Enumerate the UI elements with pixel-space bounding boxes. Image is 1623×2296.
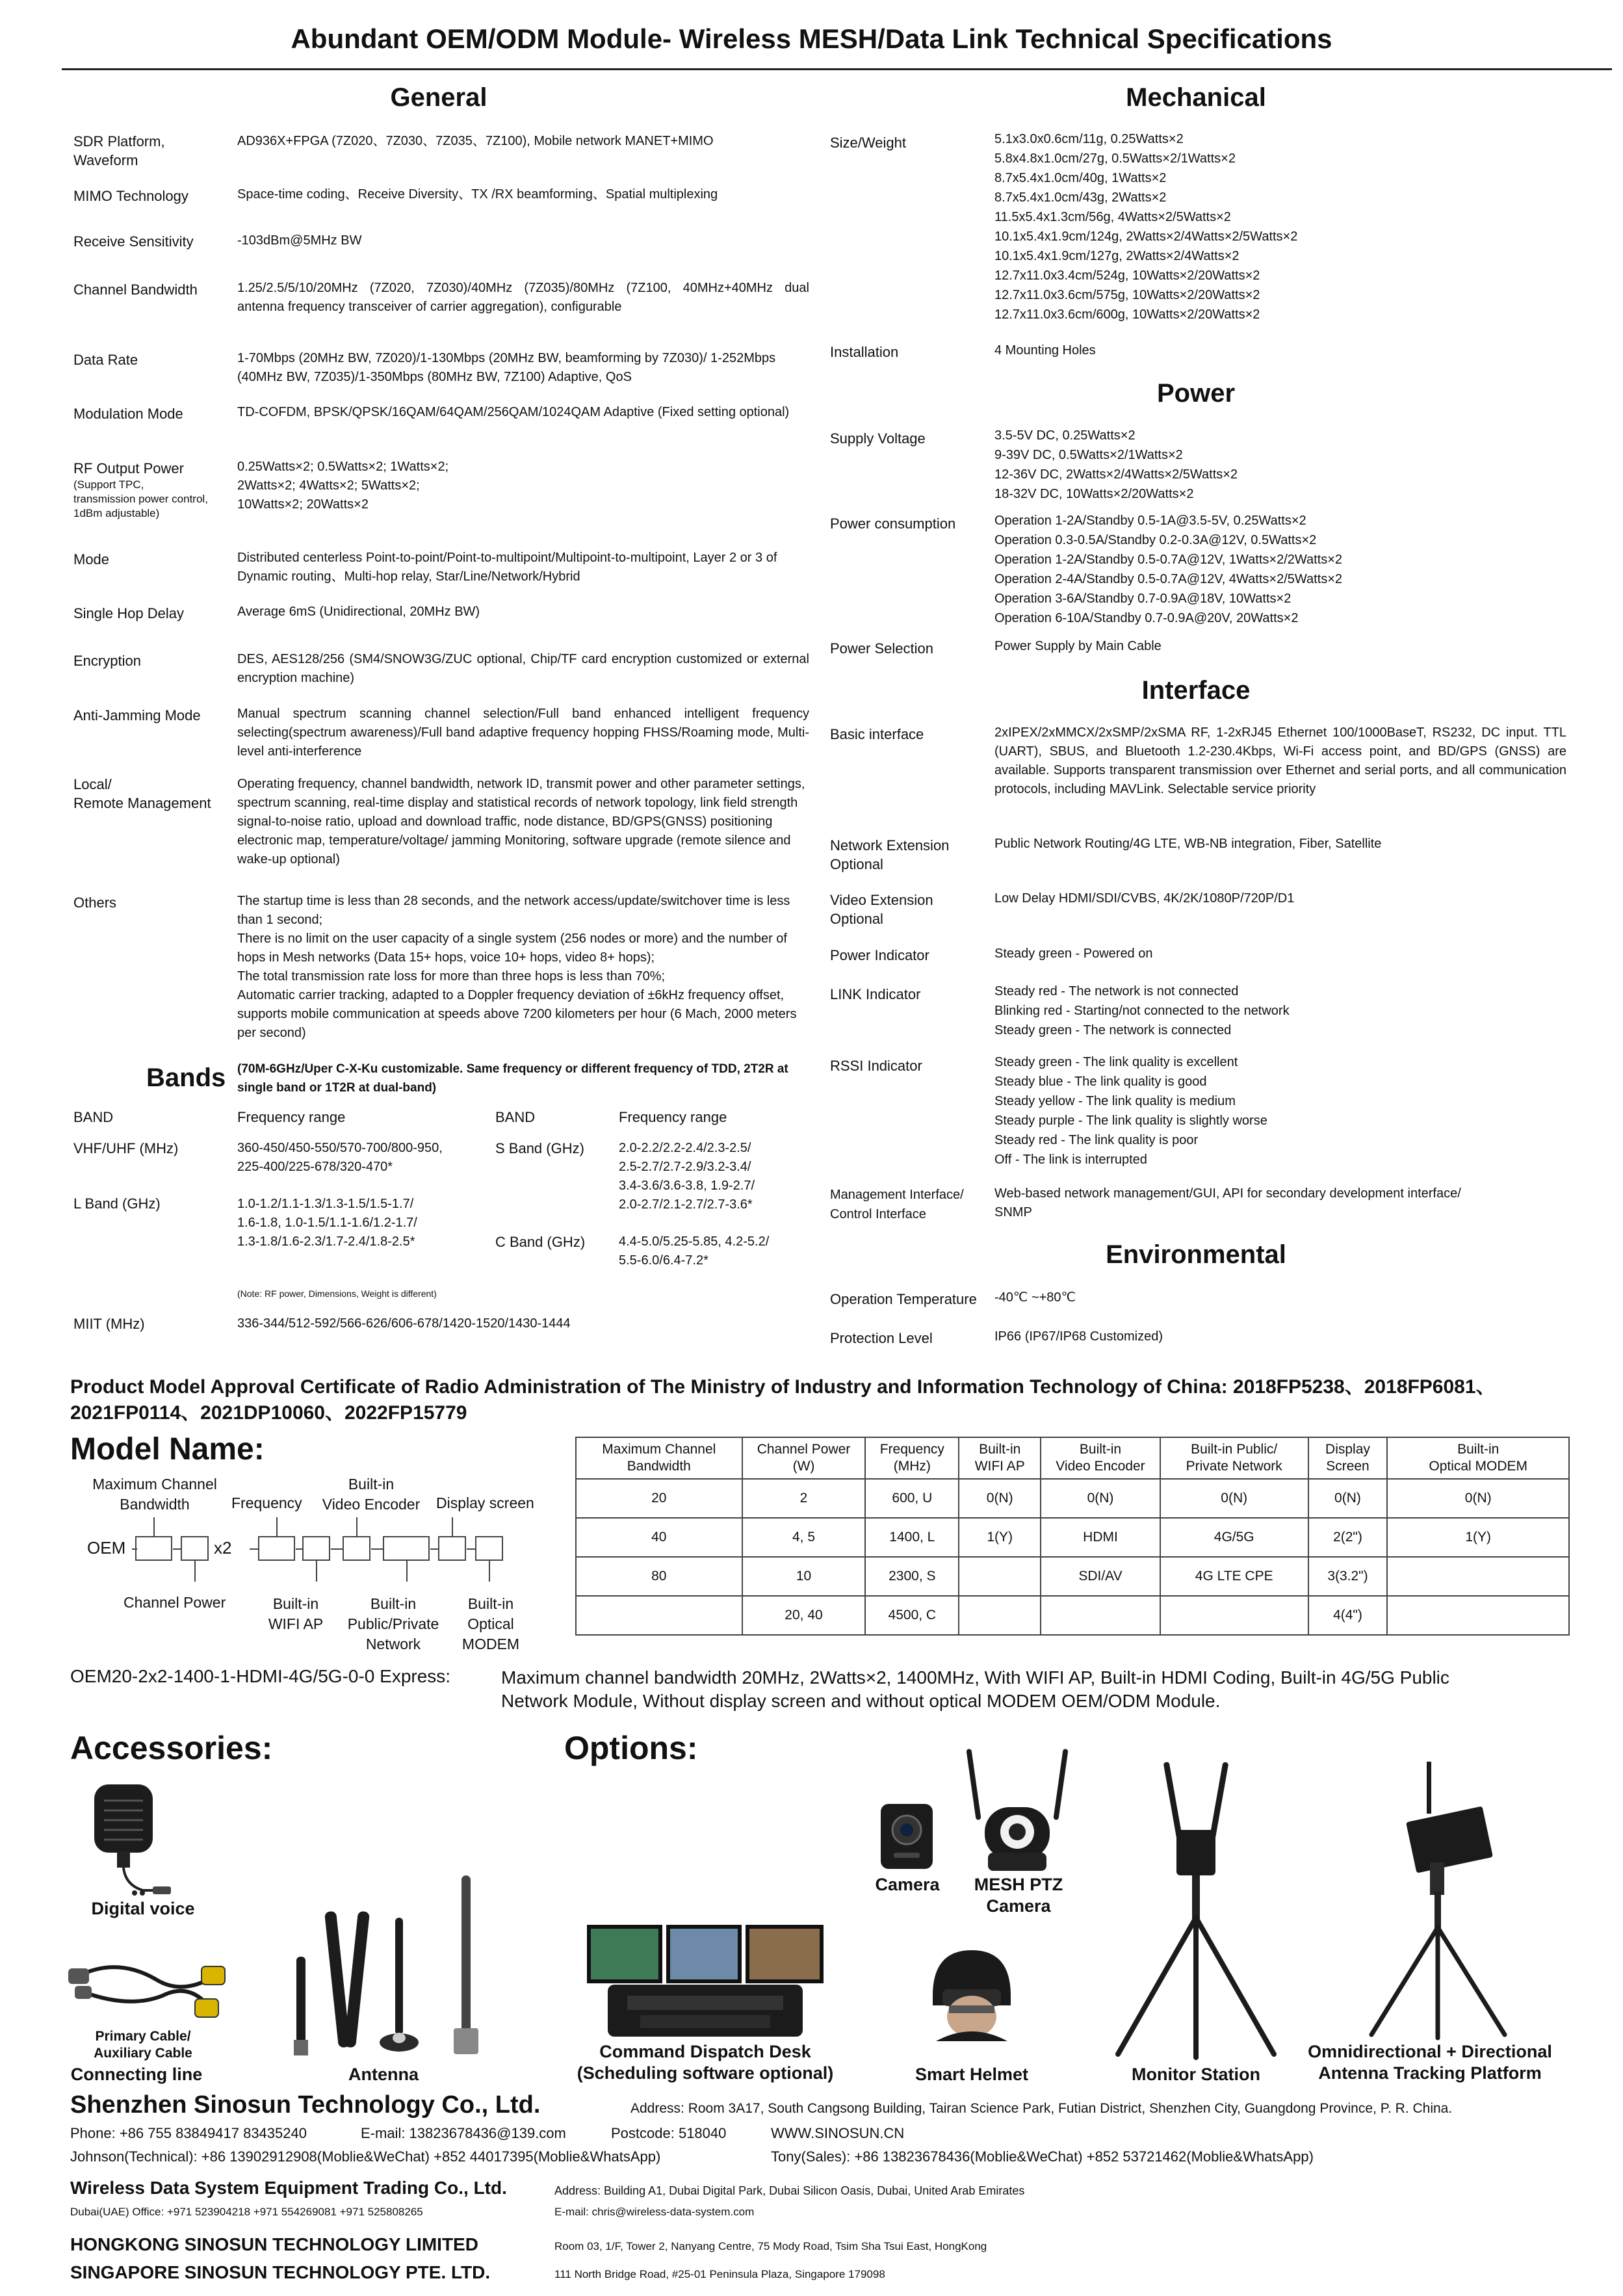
label-frequency: Frequency	[231, 1494, 302, 1511]
spec-line: Steady green - The link quality is excellent	[994, 1055, 1238, 1069]
model-pointer	[316, 1561, 317, 1582]
bands-footnote: (Note: RF power, Dimensions, Weight is different)	[237, 1288, 437, 1299]
table-cell	[959, 1557, 1041, 1596]
spec-line: 3.5-5V DC, 0.25Watts×2	[994, 428, 1136, 443]
spec-label: Local/ Remote Management	[73, 776, 211, 811]
spec-line: Operation 0.3-0.5A/Standby 0.2-0.3A@12V, 0.5Watts×2	[994, 533, 1317, 547]
table-header-cell: Channel Power (W)	[742, 1437, 866, 1479]
antenna-image	[286, 1872, 500, 2061]
table-row	[576, 1479, 1569, 1518]
smart-helmet-image	[923, 1944, 1020, 2041]
table-cell: 4, 5	[742, 1518, 866, 1557]
model-spec-table	[575, 1437, 1570, 1636]
mesh-ptz-camera-image	[962, 1749, 1072, 1872]
spec-value: 2xIPEX/2xMMCX/2xSMP/2xSMA RF, 1-2xRJ45 Ethernet 100/1000BaseT, RS232, DC input. TTL (UART), SBUS, and Bluetooth 1.2-230.4Kbps, Wi-Fi access point, and BD/GPS (GNSS) are available. Supports transparent transmission over Ethernet and serial ports, and all communication protocols, including MAVLink. Selectable service priority	[994, 725, 1566, 796]
spec-value: The startup time is less than 28 seconds, and the network access/update/switchover time is less than 1 second; There is no limit on the user capacity of a single system (256 nodes or more) and the number of hops in Mesh networks (Data 15+ hops, voice 10+ hops, video 8+ hops); The total transmission rate loss for more than three hops is less than 70%; Automatic carrier tracking, adapted to a Doppler frequency deviation of ±6kHz frequency offset, supports mobile communication at speeds above 7200 kilometers per hour (6 Mach, 2000 meters per second)	[237, 894, 797, 1040]
model-slot-bandwidth	[135, 1536, 172, 1561]
band-range: 360-450/450-550/570-700/800-950, 225-400/225-678/320-470*	[237, 1141, 443, 1174]
spec-label: Installation	[830, 344, 899, 360]
spec-value: Manual spectrum scanning channel selection/Full band enhanced intelligent frequency selecting(spectrum awareness)/Full band adaptive frequency hopping FHSS/Roaming mode, Multi-level anti-interference	[237, 707, 809, 759]
table-cell: SDI/AV	[1041, 1557, 1160, 1596]
hk-company-name: HONGKONG SINOSUN TECHNOLOGY LIMITED	[70, 2234, 478, 2254]
spec-line: Steady green - The network is connected	[994, 1023, 1232, 1037]
table-cell: 1(Y)	[1387, 1518, 1569, 1557]
spec-value: 0.25Watts×2; 0.5Watts×2; 1Watts×2; 2Watts×2; 4Watts×2; 5Watts×2; 10Watts×2; 20Watts×2	[237, 460, 449, 512]
band-range: 2.0-2.2/2.2-2.4/2.3-2.5/ 2.5-2.7/2.7-2.9/3.2-3.4/ 3.4-3.6/3.6-3.8, 1.9-2.7/ 2.0-2.7/2.1-2.7/2.7-3.6*	[619, 1141, 755, 1212]
spec-label: Others	[73, 894, 117, 911]
band-range: 4.4-5.0/5.25-5.85, 4.2-5.2/ 5.5-6.0/6.4-7.2*	[619, 1234, 770, 1268]
company-name: Shenzhen Sinosun Technology Co., Ltd.	[70, 2091, 541, 2119]
spec-line: 11.5x5.4x1.3cm/56g, 4Watts×2/5Watts×2	[994, 210, 1231, 224]
options-heading: Options:	[564, 1730, 698, 1766]
spec-line: 12.7x11.0x3.6cm/600g, 10Watts×2/20Watts×2	[994, 307, 1260, 322]
spec-value: DES, AES128/256 (SM4/SNOW3G/ZUC optional, Chip/TF card encryption customized or external encryption machine)	[237, 652, 809, 685]
band-col-header: BAND	[495, 1109, 536, 1125]
model-slot-frequency	[258, 1536, 295, 1561]
spec-value: Space-time coding、Receive Diversity、TX /RX beamforming、Spatial multiplexing	[237, 187, 718, 202]
spec-label: Channel Bandwidth	[73, 281, 198, 298]
spec-line: Steady yellow - The link quality is medium	[994, 1094, 1236, 1108]
model-pointer	[153, 1517, 155, 1536]
caption-digital-voice: Digital voice	[91, 1899, 195, 1918]
table-cell: 4G LTE CPE	[1160, 1557, 1308, 1596]
caption-monitor-station: Monitor Station	[1132, 2065, 1260, 2084]
bands-note: (70M-6GHz/Uper C-X-Ku customizable. Same frequency or different frequency of TDD, 2T2R at single band or 1T2R at dual-band)	[237, 1062, 788, 1095]
table-cell: 2300, S	[865, 1557, 959, 1596]
band-name: L Band (GHz)	[73, 1195, 161, 1212]
dubai-office: Dubai(UAE) Office: +971 523904218 +971 554269081 +971 525808265	[70, 2206, 423, 2218]
table-cell: 0(N)	[1308, 1479, 1388, 1518]
spec-line: 5.8x4.8x1.0cm/27g, 0.5Watts×2/1Watts×2	[994, 151, 1236, 166]
spec-label: Data Rate	[73, 352, 138, 368]
company-website: WWW.SINOSUN.CN	[771, 2125, 905, 2141]
spec-value: -40℃ ~+80℃	[994, 1290, 1076, 1305]
model-pointer	[489, 1561, 490, 1582]
spec-value: 1.25/2.5/5/10/20MHz (7Z020, 7Z030)/40MHz (7Z035)/80MHz (7Z100, 40MHz+40MHz dual antenna frequency transceiver of carrier aggregation), configurable	[237, 281, 809, 314]
environmental-heading: Environmental	[1106, 1240, 1286, 1269]
spec-line: Operation 6-10A/Standby 0.7-0.9A@20V, 20Watts×2	[994, 611, 1299, 625]
spec-label: SDR Platform, Waveform	[73, 133, 165, 168]
spec-line: Steady purple - The link quality is slightly worse	[994, 1114, 1267, 1128]
supply-voltage-list	[994, 426, 1579, 504]
company-postcode: Postcode: 518040	[611, 2125, 727, 2141]
spec-label: Video Extension Optional	[830, 892, 933, 927]
model-example-code: OEM20-2x2-1400-1-HDMI-4G/5G-0-0 Express:	[70, 1666, 451, 1686]
trading-company-address: Address: Building A1, Dubai Digital Park, Dubai Silicon Oasis, Dubai, United Arab Emirates	[554, 2184, 1025, 2197]
table-row	[576, 1518, 1569, 1557]
accessories-heading: Accessories:	[70, 1730, 273, 1766]
spec-label: Operation Temperature	[830, 1291, 977, 1307]
spec-value: -103dBm@5MHz BW	[237, 233, 362, 248]
table-cell	[1387, 1596, 1569, 1635]
spec-value: AD936X+FPGA (7Z020、7Z030、7Z035、7Z100), Mobile network MANET+MIMO	[237, 134, 714, 148]
table-header-cell: Maximum Channel Bandwidth	[576, 1437, 742, 1479]
spec-label: Power Selection	[830, 640, 933, 657]
camera-image	[877, 1801, 936, 1872]
size-weight-list	[994, 129, 1579, 324]
table-cell	[1160, 1596, 1308, 1635]
caption-smart-helmet: Smart Helmet	[915, 2065, 1029, 2084]
caption-antenna: Antenna	[348, 2065, 419, 2084]
model-dash	[250, 1548, 258, 1550]
spec-label: Power Indicator	[830, 947, 929, 963]
spec-line: 10.1x5.4x1.9cm/127g, 2Watts×2/4Watts×2	[994, 249, 1240, 263]
model-dash	[467, 1548, 475, 1550]
contact-tony: Tony(Sales): +86 13823678436(Moblie&WeChat) +852 53721462(Moblie&WhatsApp)	[771, 2148, 1314, 2165]
caption-command-dispatch-desk: Command Dispatch Desk (Scheduling software optional)	[577, 2042, 834, 2083]
caption-mesh-ptz-camera: MESH PTZ Camera	[974, 1875, 1063, 1916]
spec-label: Receive Sensitivity	[73, 233, 194, 250]
cable-image	[65, 1944, 227, 2028]
model-dash	[173, 1548, 181, 1550]
label-max-bandwidth: Maximum Channel Bandwidth	[92, 1476, 217, 1513]
spec-line: Steady red - The link quality is poor	[994, 1133, 1199, 1147]
band-name: C Band (GHz)	[495, 1234, 586, 1250]
model-dash	[331, 1548, 343, 1550]
spec-line: Blinking red - Starting/not connected to the network	[994, 1004, 1290, 1018]
table-cell: 4G/5G	[1160, 1518, 1308, 1557]
band-range: 336-344/512-592/566-626/606-678/1420-1520/1430-1444	[237, 1316, 571, 1331]
spec-line: Operation 1-2A/Standby 0.5-1A@3.5-5V, 0.25Watts×2	[994, 514, 1306, 528]
table-header-cell: Built-in Video Encoder	[1041, 1437, 1160, 1479]
spec-value: Low Delay HDMI/SDI/CVBS, 4K/2K/1080P/720P/D1	[994, 891, 1295, 906]
spec-line: 9-39V DC, 0.5Watts×2/1Watts×2	[994, 448, 1183, 462]
table-cell: 2	[742, 1479, 866, 1518]
antenna-tracking-platform-image	[1339, 1755, 1534, 2041]
hk-company-address: Room 03, 1/F, Tower 2, Nanyang Centre, 75 Mody Road, Tsim Sha Tsui East, HongKong	[554, 2240, 987, 2252]
spec-line: Steady blue - The link quality is good	[994, 1075, 1207, 1089]
sg-company-name: SINGAPORE SINOSUN TECHNOLOGY PTE. LTD.	[70, 2262, 491, 2282]
label-video-encoder: Built-in Video Encoder	[322, 1476, 421, 1513]
spec-line: Steady red - The network is not connected	[994, 984, 1239, 998]
power-consumption-list	[994, 511, 1579, 628]
label-channel-power: Channel Power	[123, 1594, 226, 1611]
spec-label: Network Extension Optional	[830, 837, 950, 872]
rssi-indicator-list	[994, 1052, 1566, 1169]
table-cell	[576, 1596, 742, 1635]
table-cell: 40	[576, 1518, 742, 1557]
model-pointer	[406, 1561, 408, 1582]
power-heading: Power	[1156, 379, 1236, 408]
table-header-cell: Display Screen	[1308, 1437, 1388, 1479]
caption-antenna-tracking-platform: Omnidirectional + Directional Antenna Tracking Platform	[1308, 2042, 1552, 2083]
spec-line: 12.7x11.0x3.6cm/575g, 10Watts×2/20Watts×2	[994, 288, 1260, 302]
model-slot-display	[438, 1536, 466, 1561]
spec-value: Web-based network management/GUI, API for secondary development interface/ SNMP	[994, 1186, 1461, 1220]
spec-label: Anti-Jamming Mode	[73, 707, 201, 724]
table-row	[576, 1557, 1569, 1596]
trading-company-name: Wireless Data System Equipment Trading Co., Ltd.	[70, 2178, 507, 2198]
spec-line: 10.1x5.4x1.9cm/124g, 2Watts×2/4Watts×2/5Watts×2	[994, 229, 1298, 244]
band-name: S Band (GHz)	[495, 1140, 584, 1156]
spec-line: 12-36V DC, 2Watts×2/4Watts×2/5Watts×2	[994, 467, 1238, 482]
spec-value: 4 Mounting Holes	[994, 343, 1096, 358]
spec-label: RF Output Power	[73, 460, 184, 476]
spec-label: Supply Voltage	[830, 430, 926, 447]
digital-voice-image	[88, 1781, 192, 1901]
caption-cable: Primary Cable/ Auxiliary Cable	[94, 2029, 192, 2061]
company-address: Address: Room 3A17, South Cangsong Building, Tairan Science Park, Futian District, Shenzhen City, Guangdong Province, P. R. China.	[630, 2101, 1453, 2116]
band-name: VHF/UHF (MHz)	[73, 1140, 179, 1156]
table-cell: 20, 40	[742, 1596, 866, 1635]
spec-value: TD-COFDM, BPSK/QPSK/16QAM/64QAM/256QAM/1024QAM Adaptive (Fixed setting optional)	[237, 405, 790, 419]
range-col-header: Frequency range	[619, 1109, 727, 1125]
spec-line: 18-32V DC, 10Watts×2/20Watts×2	[994, 487, 1194, 501]
spec-value: Power Supply by Main Cable	[994, 639, 1162, 653]
model-slot-network	[383, 1536, 430, 1561]
spec-label: Modulation Mode	[73, 406, 183, 422]
company-phone: Phone: +86 755 83849417 83435240	[70, 2125, 307, 2141]
title-divider	[62, 68, 1612, 70]
sg-company-address: 111 North Bridge Road, #25-01 Peninsula Plaza, Singapore 179098	[554, 2268, 885, 2280]
table-cell	[1041, 1596, 1160, 1635]
spec-label: Power consumption	[830, 515, 956, 532]
spec-line: Operation 2-4A/Standby 0.5-0.7A@12V, 4Watts×2/5Watts×2	[994, 572, 1343, 586]
spec-line: 8.7x5.4x1.0cm/43g, 2Watts×2	[994, 190, 1167, 205]
link-indicator-list	[994, 982, 1566, 1040]
table-cell: 0(N)	[1041, 1479, 1160, 1518]
model-slot-power	[181, 1536, 209, 1561]
table-cell: HDMI	[1041, 1518, 1160, 1557]
range-col-header: Frequency range	[237, 1109, 346, 1125]
label-public-private-network: Built-in Public/Private Network	[347, 1595, 439, 1652]
spec-sublabel: (Support TPC, transmission power control, 1dBm adjustable)	[73, 478, 208, 519]
table-cell: 4(4")	[1308, 1596, 1388, 1635]
spec-line: Operation 3-6A/Standby 0.7-0.9A@18V, 10Watts×2	[994, 592, 1292, 606]
band-range: 1.0-1.2/1.1-1.3/1.3-1.5/1.5-1.7/ 1.6-1.8, 1.0-1.5/1.1-1.6/1.2-1.7/ 1.3-1.8/1.6-2.3/1.7-2.4/1.8-2.5*	[237, 1197, 417, 1249]
approval-certificate: Product Model Approval Certificate of Radio Administration of The Ministry of Industry and Information Technology of China: 2018FP5238、2018FP6081、2021FP0114、2021DP10060、2022FP15779	[70, 1376, 1496, 1424]
spec-line: 5.1x3.0x0.6cm/11g, 0.25Watts×2	[994, 132, 1184, 146]
band-name: MIIT (MHz)	[73, 1316, 145, 1332]
table-header-row	[576, 1437, 1569, 1479]
table-header-cell: Built-in Optical MODEM	[1387, 1437, 1569, 1479]
model-pointer	[452, 1517, 453, 1536]
model-oem-prefix: OEM	[87, 1538, 126, 1558]
model-slot-wifi	[302, 1536, 330, 1561]
model-dash	[132, 1548, 137, 1550]
spec-value: 1-70Mbps (20MHz BW, 7Z020)/1-130Mbps (20MHz BW, beamforming by 7Z030)/ 1-252Mbps (40MHz BW, 7Z035)/1-350Mbps (80MHz BW, 7Z100) Adaptive, QoS	[237, 351, 776, 384]
spec-label: MIMO Technology	[73, 188, 188, 204]
spec-value: Operating frequency, channel bandwidth, network ID, transmit power and other parameter settings, spectrum scanning, real-time display and statistical records of network topology, link field strength signal-to-noise ratio, upload and download traffic, node distance, BD/GPS(GNSS) positioning electronic map, temperature/voltage/ jamming Monitoring, software upgrade (remote silence and wake-up optional)	[237, 777, 805, 867]
model-dash	[371, 1548, 383, 1550]
spec-line: Operation 1-2A/Standby 0.5-0.7A@12V, 1Watts×2/2Watts×2	[994, 553, 1343, 567]
table-cell	[959, 1596, 1041, 1635]
spec-value: Distributed centerless Point-to-point/Point-to-multipoint/Multipoint-to-multipoint, Layer 2 or 3 of Dynamic routing、Multi-hop relay, Star/Line/Network/Hybrid	[237, 551, 777, 584]
table-cell: 0(N)	[959, 1479, 1041, 1518]
spec-value: Average 6mS (Unidirectional, 20MHz BW)	[237, 605, 480, 619]
company-email: E-mail: 13823678436@139.com	[361, 2125, 566, 2141]
dubai-email: E-mail: chris@wireless-data-system.com	[554, 2206, 755, 2218]
table-cell: 4500, C	[865, 1596, 959, 1635]
page-title: Abundant OEM/ODM Module- Wireless MESH/Data Link Technical Specifications	[291, 23, 1332, 54]
model-dash	[296, 1548, 302, 1550]
model-pointer	[276, 1517, 278, 1536]
table-cell: 20	[576, 1479, 742, 1518]
model-dash	[430, 1548, 438, 1550]
caption-connecting-line: Connecting line	[70, 2065, 203, 2084]
table-cell: 600, U	[865, 1479, 959, 1518]
monitor-station-image	[1098, 1755, 1293, 2061]
table-cell: 10	[742, 1557, 866, 1596]
spec-line: 8.7x5.4x1.0cm/40g, 1Watts×2	[994, 171, 1167, 185]
table-header-cell: Built-in Public/ Private Network	[1160, 1437, 1308, 1479]
spec-label: Protection Level	[830, 1330, 933, 1346]
model-example-text: Maximum channel bandwidth 20MHz, 2Watts×2, 1400MHz, With WIFI AP, Built-in HDMI Coding, Built-in 4G/5G Public Network Module, Without display screen and without optical MODEM OEM/ODM Module.	[501, 1667, 1449, 1711]
mechanical-heading: Mechanical	[1126, 83, 1266, 112]
spec-label: Management Interface/ Control Interface	[830, 1188, 964, 1221]
table-cell: 2(2")	[1308, 1518, 1388, 1557]
spec-label: Basic interface	[830, 726, 924, 742]
table-cell: 1(Y)	[959, 1518, 1041, 1557]
spec-label: Encryption	[73, 653, 141, 669]
table-row	[576, 1596, 1569, 1635]
label-display-screen: Display screen	[436, 1494, 534, 1511]
table-cell: 80	[576, 1557, 742, 1596]
table-header-cell: Built-in WIFI AP	[959, 1437, 1041, 1479]
model-slot-modem	[475, 1536, 503, 1561]
table-cell: 1400, L	[865, 1518, 959, 1557]
label-optical-modem: Built-in Optical MODEM	[461, 1595, 520, 1652]
bands-heading: Bands	[146, 1063, 226, 1092]
band-col-header: BAND	[73, 1109, 114, 1125]
spec-label: Mode	[73, 551, 110, 567]
spec-label: LINK Indicator	[830, 986, 921, 1002]
model-slot-video	[343, 1536, 370, 1561]
contact-johnson: Johnson(Technical): +86 13902912908(Moblie&WeChat) +852 44017395(Moblie&WhatsApp)	[70, 2148, 661, 2165]
spec-value: IP66 (IP67/IP68 Customized)	[994, 1329, 1163, 1344]
interface-heading: Interface	[1141, 676, 1251, 705]
spec-label: RSSI Indicator	[830, 1058, 922, 1074]
table-cell: 0(N)	[1160, 1479, 1308, 1518]
label-wifi-ap: Built-in WIFI AP	[268, 1595, 324, 1632]
model-pointer	[194, 1561, 196, 1582]
model-pointer	[356, 1517, 357, 1536]
caption-camera: Camera	[875, 1875, 940, 1894]
spec-label: Single Hop Delay	[73, 605, 184, 621]
table-cell: 3(3.2")	[1308, 1557, 1388, 1596]
spec-line: 12.7x11.0x3.4cm/524g, 10Watts×2/20Watts×2	[994, 268, 1260, 283]
model-name-heading: Model Name:	[70, 1432, 265, 1467]
model-x2: x2	[214, 1538, 232, 1558]
command-dispatch-desk-image	[582, 1921, 829, 2041]
general-heading: General	[390, 83, 487, 112]
table-cell	[1387, 1557, 1569, 1596]
spec-value: Steady green - Powered on	[994, 946, 1153, 961]
spec-value: Public Network Routing/4G LTE, WB-NB integration, Fiber, Satellite	[994, 837, 1382, 851]
table-cell: 0(N)	[1387, 1479, 1569, 1518]
table-header-cell: Frequency (MHz)	[865, 1437, 959, 1479]
spec-line: Off - The link is interrupted	[994, 1153, 1147, 1167]
spec-label: Size/Weight	[830, 135, 906, 151]
